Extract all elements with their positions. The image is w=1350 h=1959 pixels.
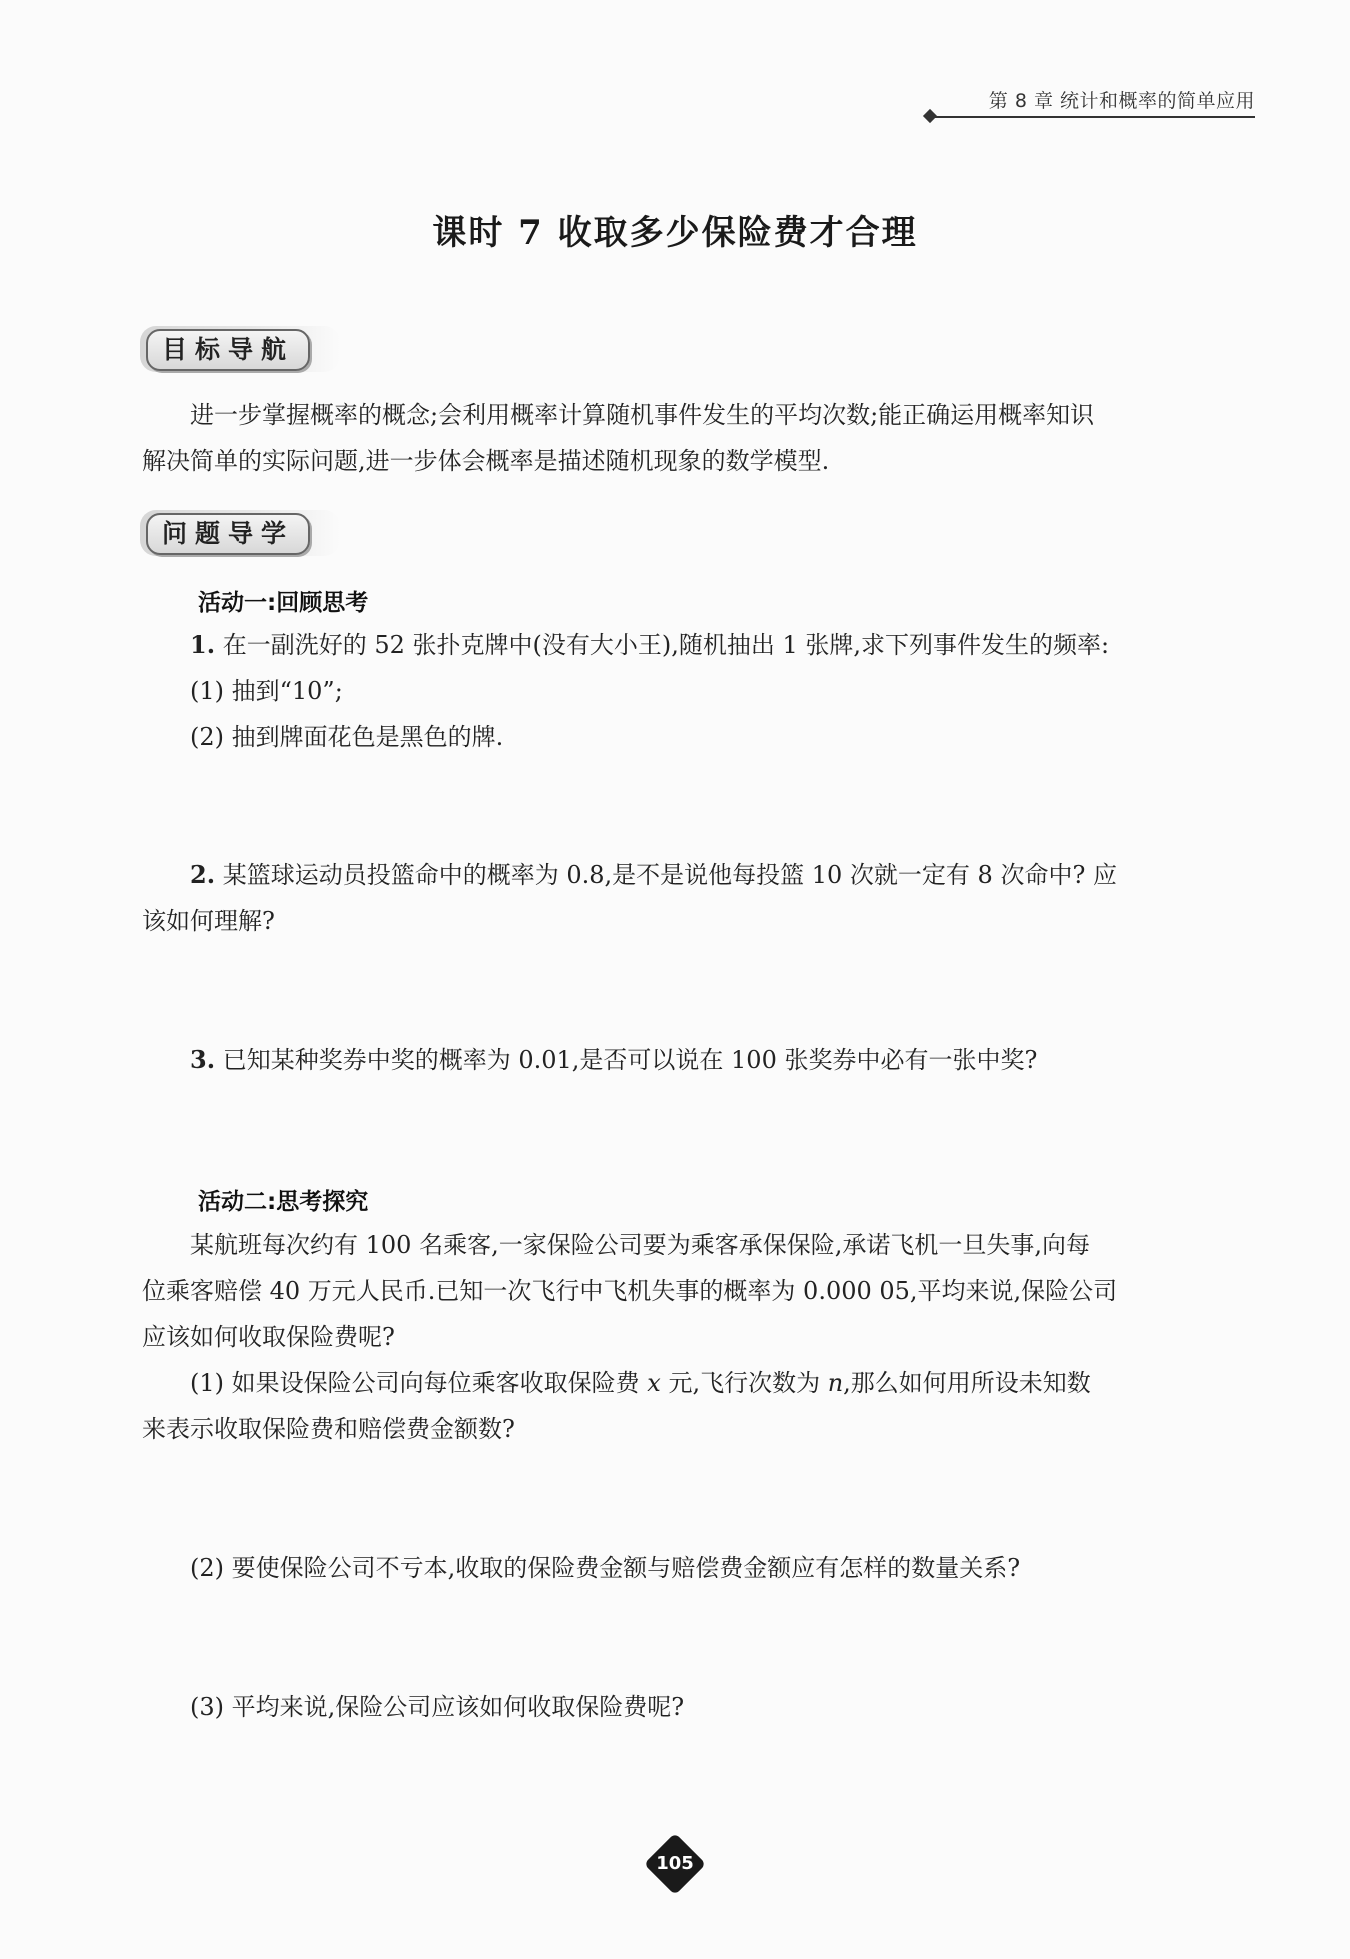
- section-label-guide: 问题导学: [146, 513, 310, 555]
- activity-1-heading: 活动一:回顾思考: [198, 590, 369, 616]
- part-2-text: (2) 要使保险公司不亏本,收取的保险费金额与赔偿费金额应有怎样的数量关系?: [190, 1554, 1021, 1582]
- goals-line-2: 解决简单的实际问题,进一步体会概率是描述随机现象的数学模型.: [142, 447, 830, 475]
- header-rule: [931, 116, 1255, 118]
- intro-line-2: 位乘客赔偿 40 万元人民币.已知一次飞行中飞机失事的概率为 0.000 05,平均来说,保险公司: [142, 1277, 1118, 1305]
- activity-2-part-1: [142, 1360, 1260, 1452]
- page-number: 105: [656, 1853, 694, 1874]
- diamond-bullet-icon: [923, 109, 937, 123]
- question-1-part-1: (1) 抽到“10”;: [190, 677, 343, 705]
- part-1-line-2: 来表示收取保险费和赔偿费金额数?: [142, 1415, 515, 1443]
- part-3-text: (3) 平均来说,保险公司应该如何收取保险费呢?: [190, 1693, 685, 1721]
- intro-line-1: 某航班每次约有 100 名乘客,一家保险公司要为乘客承保保险,承诺飞机一旦失事,向每: [190, 1231, 1090, 1259]
- goals-line-1: 进一步掌握概率的概念;会利用概率计算随机事件发生的平均次数;能正确运用概率知识: [190, 401, 1095, 429]
- activity-2-intro: [142, 1222, 1260, 1360]
- question-3-text: 已知某种奖券中奖的概率为 0.01,是否可以说在 100 张奖券中必有一张中奖?: [222, 1046, 1038, 1074]
- activity-2-part-3: [142, 1684, 1260, 1730]
- question-1-number: 1.: [190, 630, 216, 659]
- activity-2-heading: 活动二:思考探究: [198, 1189, 369, 1215]
- section-label-goals: 目标导航: [146, 329, 310, 371]
- lesson-title: 课时 7 收取多少保险费才合理: [432, 213, 918, 253]
- question-1-stem: [142, 622, 1260, 668]
- part-1-text-c: ,那么如何用所设未知数: [843, 1369, 1091, 1397]
- question-1-part-2: (2) 抽到牌面花色是黑色的牌.: [190, 723, 504, 751]
- goals-paragraph: [142, 392, 1260, 484]
- variable-n: n: [827, 1369, 844, 1397]
- part-1-text-b: 元,飞行次数为: [660, 1369, 828, 1397]
- variable-x: x: [647, 1369, 661, 1397]
- part-1-line-1: [142, 1360, 1260, 1406]
- question-3-number: 3.: [190, 1045, 216, 1074]
- activity-2-part-2: [142, 1545, 1260, 1591]
- intro-line-3: 应该如何收取保险费呢?: [142, 1323, 395, 1351]
- question-2-text-line-2: 该如何理解?: [142, 907, 275, 935]
- chapter-title: 第 8 章 统计和概率的简单应用: [988, 90, 1255, 112]
- part-1-text-a: (1) 如果设保险公司向每位乘客收取保险费: [190, 1369, 648, 1397]
- question-3: [142, 1037, 1260, 1083]
- question-1: [142, 622, 1260, 760]
- question-1-text: 在一副洗好的 52 张扑克牌中(没有大小王),随机抽出 1 张牌,求下列事件发生的频率:: [222, 631, 1110, 659]
- question-2-text-line-1: 某篮球运动员投篮命中的概率为 0.8,是不是说他每投篮 10 次就一定有 8 次命中? 应: [222, 861, 1117, 889]
- question-2: [142, 852, 1260, 944]
- question-2-number: 2.: [190, 860, 216, 889]
